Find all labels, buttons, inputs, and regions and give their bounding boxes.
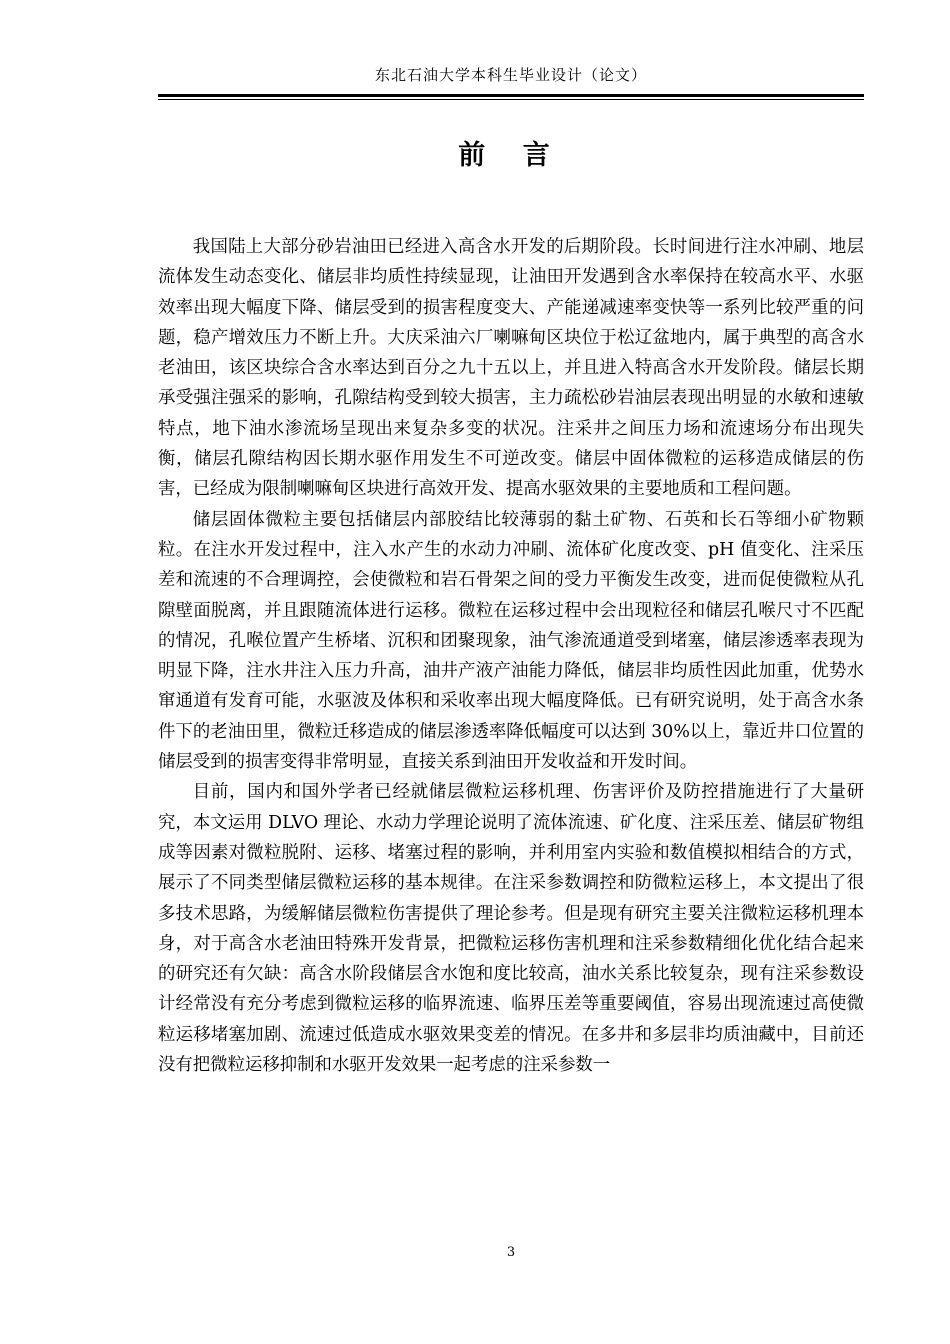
paragraph: 目前，国内和国外学者已经就储层微粒运移机理、伤害评价及防控措施进行了大量研究，本文运用 DLVO 理论、水动力学理论说明了流体流速、矿化度、注采压差、储层矿物组成等因素对微粒脱附、运移、堵塞过程的影响，并利用室内实验和数值模拟相结合的方式，展示了不同类型储层微粒运移的基本规律。在注采参数调控和防微粒运移上，本文提出了很多技术思路，为缓解储层微粒伤害提供了理论参考。但是现有研究主要关注微粒运移机理本身，对于高含水老油田特殊开发背景，把微粒运移伤害机理和注采参数精细化优化结合起来的研究还有欠缺：高含水阶段储层含水饱和度比较高，油水关系比较复杂，现有注采参数设计经常没有充分考虑到微粒运移的临界流速、临界压差等重要阈值，容易出现流速过高使微粒运移堵塞加剧、流速过低造成水驱效果变差的情况。在多井和多层非均质油藏中，目前还没有把微粒运移抑制和水驱开发效果一起考虑的注采参数一: [158, 782, 864, 1076]
running-header: 东北石油大学本科生毕业设计（论文）: [374, 66, 647, 84]
body-text: [158, 232, 864, 1080]
page-number: 3: [506, 1245, 516, 1260]
header-rule-thick: [158, 94, 864, 97]
header-rule-thin: [158, 99, 864, 100]
section-title: 前 言: [458, 140, 564, 171]
paragraph: 我国陆上大部分砂岩油田已经进入高含水开发的后期阶段。长时间进行注水冲刷、地层流体发生动态变化、储层非均质性持续显现，让油田开发遇到含水率保持在较高水平、水驱效率出现大幅度下降、储层受到的损害程度变大、产能递减速率变快等一系列比较严重的问题，稳产增效压力不断上升。大庆采油六厂喇嘛甸区块位于松辽盆地内，属于典型的高含水老油田，该区块综合含水率达到百分之九十五以上，并且进入特高含水开发阶段。储层长期承受强注强采的影响，孔隙结构受到较大损害，主力疏松砂岩油层表现出明显的水敏和速敏特点，地下油水渗流场呈现出来复杂多变的状况。注采井之间压力场和流速场分布出现失衡，储层孔隙结构因长期水驱作用发生不可逆改变。储层中固体微粒的运移造成储层的伤害，已经成为限制喇嘛甸区块进行高效开发、提高水驱效果的主要地质和工程问题。: [158, 237, 864, 500]
paragraph: 储层固体微粒主要包括储层内部胶结比较薄弱的黏土矿物、石英和长石等细小矿物颗粒。在注水开发过程中，注入水产生的水动力冲刷、流体矿化度改变、pH 值变化、注采压差和流速的不合理调控，会使微粒和岩石骨架之间的受力平衡发生改变，进而促使微粒从孔隙壁面脱离，并且跟随流体进行运移。微粒在运移过程中会出现粒径和储层孔喉尺寸不匹配的情况，孔喉位置产生桥堵、沉积和团聚现象，油气渗流通道受到堵塞，储层渗透率表现为明显下降，注水井注入压力升高，油井产液产油能力降低，储层非均质性因此加重，优势水窜通道有发育可能，水驱波及体积和采收率出现大幅度降低。已有研究说明，处于高含水条件下的老油田里，微粒迁移造成的储层渗透率降低幅度可以达到 30%以上，靠近井口位置的储层受到的损害变得非常明显，直接关系到油田开发收益和开发时间。: [158, 509, 864, 773]
